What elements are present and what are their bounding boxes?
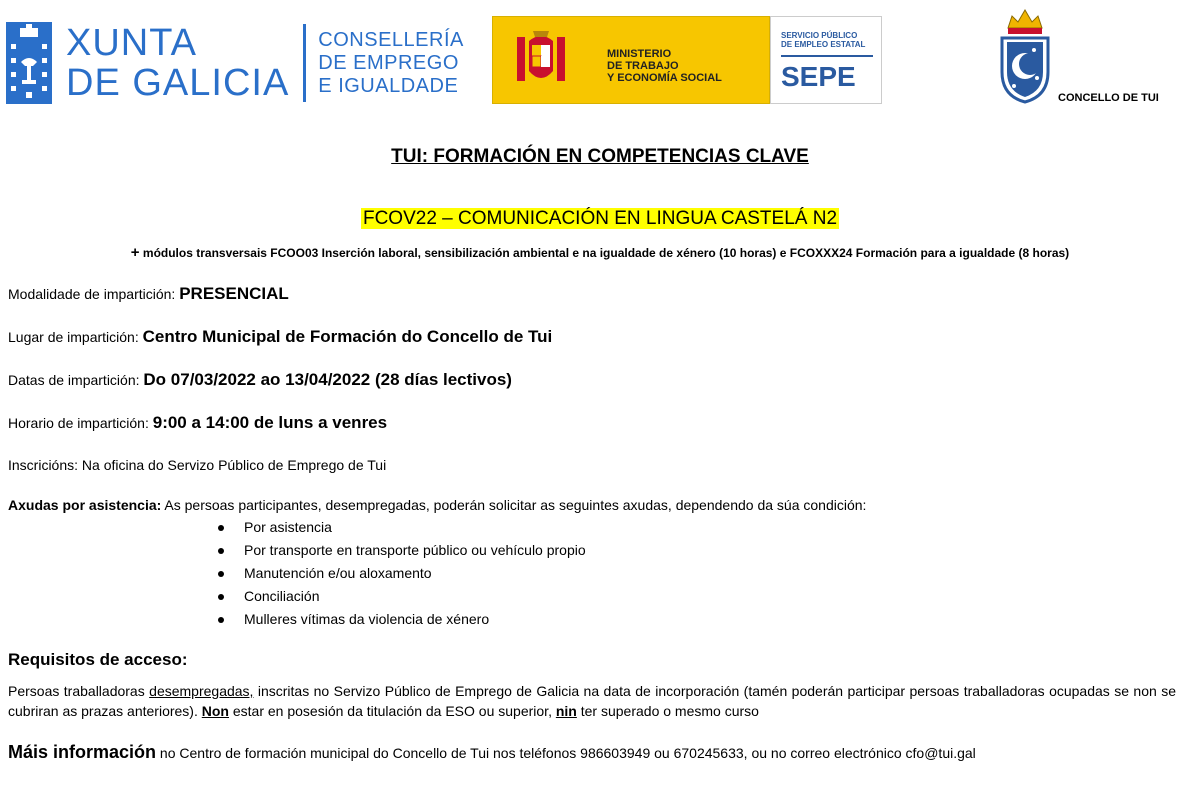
req-part1: Persoas traballadoras bbox=[8, 683, 150, 699]
list-item-label: Por transporte en transporte público ou vehículo propio bbox=[244, 542, 586, 558]
datas-label: Datas de impartición: bbox=[8, 372, 144, 388]
modalidade-row bbox=[8, 284, 289, 304]
horario-row bbox=[8, 413, 387, 433]
xunta-crest-icon bbox=[6, 22, 52, 104]
lugar-row bbox=[8, 327, 552, 347]
req-underline-desempregadas: desempregadas, bbox=[149, 683, 254, 699]
list-item-label: Manutención e/ou aloxamento bbox=[244, 565, 432, 581]
list-item bbox=[216, 539, 586, 562]
list-item-label: Por asistencia bbox=[244, 519, 332, 535]
requisitos-text bbox=[8, 681, 1176, 721]
course-subtitle bbox=[0, 208, 1200, 230]
ministerio-line2: DE TRABAJO bbox=[607, 60, 679, 72]
horario-label: Horario de impartición: bbox=[8, 415, 153, 431]
lugar-label: Lugar de impartición: bbox=[8, 329, 143, 345]
ministerio-line3: Y ECONOMÍA SOCIAL bbox=[607, 72, 722, 84]
page-title: TUI: FORMACIÓN EN COMPETENCIAS CLAVE bbox=[391, 146, 809, 167]
sepe-logo bbox=[770, 16, 882, 104]
bullet-icon bbox=[218, 525, 224, 531]
list-item-label: Mulleres vítimas da violencia de xénero bbox=[244, 611, 490, 627]
bullet-icon bbox=[218, 571, 224, 577]
conselleria-line1: CONSELLERÍA bbox=[318, 28, 464, 51]
modules-plus: + bbox=[130, 244, 140, 261]
conselleria-line2: DE EMPREGO bbox=[318, 51, 459, 74]
modules-line bbox=[0, 244, 1200, 261]
modalidade-value: PRESENCIAL bbox=[179, 284, 289, 303]
req-nin: nin bbox=[555, 703, 577, 719]
list-item bbox=[216, 516, 586, 539]
sepe-small-line2: DE EMPLEO ESTATAL bbox=[781, 40, 866, 49]
sepe-wordmark: SEPE bbox=[781, 61, 856, 92]
inscricions-row: Inscricións: Na oficina do Servizo Público de Emprego de Tui bbox=[8, 457, 387, 473]
lugar-value: Centro Municipal de Formación do Concello de Tui bbox=[142, 327, 553, 346]
horario-value: 9:00 a 14:00 de luns a venres bbox=[152, 413, 388, 432]
req-part4: ter superado o mesmo curso bbox=[576, 703, 759, 719]
axudas-label: Axudas por asistencia: bbox=[8, 497, 162, 513]
axudas-paragraph bbox=[8, 497, 1193, 513]
sepe-subtitle bbox=[781, 31, 865, 49]
list-item bbox=[216, 608, 586, 631]
modalidade-label: Modalidade de impartición: bbox=[8, 286, 180, 302]
req-non: Non bbox=[201, 703, 229, 719]
req-part3: estar en posesión da titulación da ESO ou superior, bbox=[228, 703, 556, 719]
conselleria-line3: E IGUALDADE bbox=[318, 74, 459, 97]
bullet-icon bbox=[218, 617, 224, 623]
tui-crest-icon bbox=[996, 6, 1054, 104]
spain-crest-icon bbox=[511, 27, 571, 93]
sepe-rule bbox=[781, 55, 873, 57]
mais-label: Máis información bbox=[8, 742, 157, 762]
xunta-line1: XUNTA bbox=[66, 22, 197, 64]
ministerio-text bbox=[607, 48, 722, 84]
ministerio-logo bbox=[492, 16, 770, 104]
ministerio-line1: MINISTERIO bbox=[607, 48, 672, 60]
list-item bbox=[216, 585, 586, 608]
axudas-list bbox=[216, 516, 586, 631]
requisitos-title: Requisitos de acceso: bbox=[8, 650, 188, 669]
bullet-icon bbox=[218, 548, 224, 554]
datas-row bbox=[8, 370, 512, 390]
concello-label: CONCELLO DE TUI bbox=[1058, 92, 1159, 104]
xunta-divider bbox=[303, 24, 306, 102]
req-part2: inscritas no Servizo Público de Emprego de Galicia na data de incorporación (tamén poderán participar persoas traballadoras ocupadas se non se cubriran as prazas anteriores). bbox=[8, 683, 1177, 719]
sepe-small-line1: SERVICIO PÚBLICO bbox=[781, 31, 858, 40]
axudas-text: As persoas participantes, desempregadas, poderán solicitar as seguintes axudas, dependendo da súa condición: bbox=[161, 497, 867, 513]
mais-text: no Centro de formación municipal do Concello de Tui nos teléfonos 986603949 ou 670245633, ou no correo electrónico cfo@tui.gal bbox=[156, 745, 976, 761]
list-item-label: Conciliación bbox=[244, 588, 320, 604]
list-item bbox=[216, 562, 586, 585]
datas-value: Do 07/03/2022 ao 13/04/2022 (28 días lectivos) bbox=[143, 370, 512, 389]
mais-informacion bbox=[8, 742, 976, 763]
conselleria-text bbox=[318, 29, 464, 98]
xunta-line2: DE GALICIA bbox=[66, 62, 290, 104]
course-subtitle-highlight: FCOV22 – COMUNICACIÓN EN LINGUA CASTELÁ N2 bbox=[362, 208, 838, 229]
xunta-wordmark bbox=[66, 23, 289, 103]
header bbox=[0, 0, 1200, 120]
bullet-icon bbox=[218, 594, 224, 600]
xunta-logo bbox=[6, 22, 464, 104]
modules-text: módulos transversais FCOO03 Inserción laboral, sensibilización ambiental e na igualdade de xénero (10 horas) e FCOXXX24 Formación para a igualdade (8 horas) bbox=[139, 246, 1070, 260]
